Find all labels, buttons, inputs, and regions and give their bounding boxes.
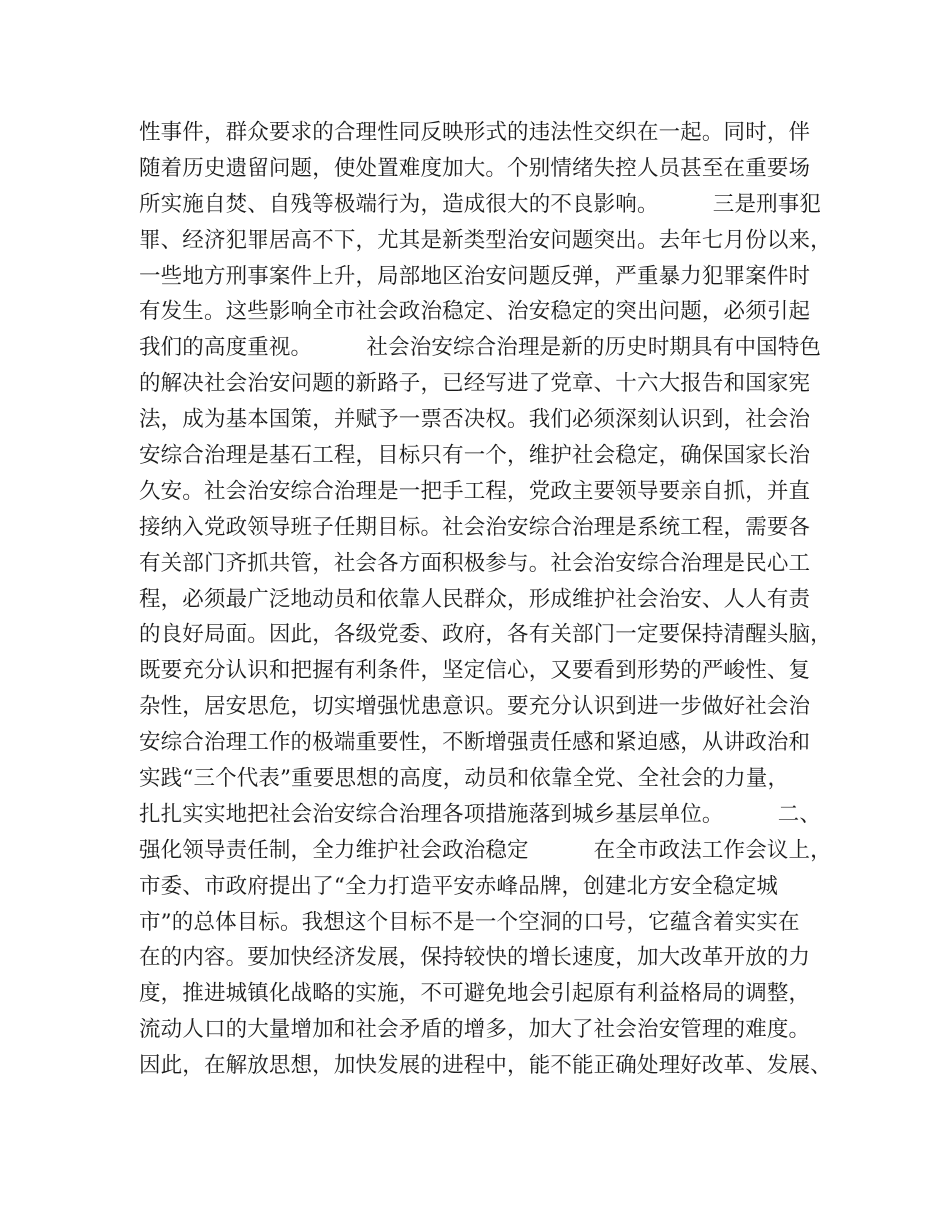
text-line: 一些地方刑事案件上升，局部地区治安问题反弹，严重暴力犯罪案件时 bbox=[139, 263, 811, 289]
text-line: 性事件，群众要求的合理性同反映形式的违法性交织在一起。同时，伴 bbox=[139, 120, 811, 145]
text-line: 随着历史遗留问题，使处置难度加大。个别情绪失控人员甚至在重要场 bbox=[139, 155, 811, 181]
text-line: 有关部门齐抓共管，社会各方面积极参与。社会治安综合治理是民心工 bbox=[139, 550, 811, 576]
text-line: 的解决社会治安问题的新路子，已经写进了党章、十六大报告和国家宪 bbox=[139, 371, 811, 397]
text-line: 所实施自焚、自残等极端行为，造成很大的不良影响。 三是刑事犯 bbox=[139, 191, 822, 217]
text-line: 因此，在解放思想，加快发展的进程中，能不能正确处理好改革、发展、 bbox=[139, 1053, 832, 1079]
text-line: 有发生。这些影响全市社会政治稳定、治安稳定的突出问题，必须引起 bbox=[139, 299, 811, 325]
text-line: 强化领导责任制，全力维护社会政治稳定 在全市政法工作会议上， bbox=[139, 837, 832, 863]
text-line: 度，推进城镇化战略的实施，不可避免地会引起原有利益格局的调整， bbox=[139, 981, 811, 1007]
text-line: 在的内容。要加快经济发展，保持较快的增长速度，加大改革开放的力 bbox=[139, 945, 811, 971]
text-line: 安综合治理是基石工程，目标只有一个，维护社会稳定，确保国家长治 bbox=[139, 443, 811, 469]
body-text bbox=[139, 115, 839, 1084]
text-line: 法，成为基本国策，并赋予一票否决权。我们必须深刻认识到，社会治 bbox=[139, 407, 811, 433]
text-line: 我们的高度重视。 社会治安综合治理是新的历史时期具有中国特色 bbox=[139, 335, 822, 361]
text-line: 程，必须最广泛地动员和依靠人民群众，形成维护社会治安、人人有责 bbox=[139, 586, 811, 612]
text-line: 杂性，居安思危，切实增强忧患意识。要充分认识到进一步做好社会治 bbox=[139, 694, 811, 720]
text-line: 流动人口的大量增加和社会矛盾的增多，加大了社会治安管理的难度。 bbox=[139, 1017, 811, 1043]
text-line: 久安。社会治安综合治理是一把手工程，党政主要领导要亲自抓，并直 bbox=[139, 478, 811, 504]
text-line: 市”的总体目标。我想这个目标不是一个空洞的口号，它蕴含着实实在 bbox=[139, 909, 800, 935]
text-line: 安综合治理工作的极端重要性，不断增强责任感和紧迫感，从讲政治和 bbox=[139, 730, 811, 756]
text-line: 既要充分认识和把握有利条件，坚定信心，又要看到形势的严峻性、复 bbox=[139, 658, 811, 684]
text-line: 市委、市政府提出了“全力打造平安赤峰品牌，创建北方安全稳定城 bbox=[139, 873, 778, 899]
text-line: 罪、经济犯罪居高不下，尤其是新类型治安问题突出。去年七月份以来， bbox=[139, 227, 832, 253]
text-line: 实践“三个代表”重要思想的高度，动员和依靠全党、全社会的力量， bbox=[139, 766, 790, 792]
text-line: 的良好局面。因此，各级党委、政府，各有关部门一定要保持清醒头脑， bbox=[139, 622, 832, 648]
text-line: 接纳入党政领导班子任期目标。社会治安综合治理是系统工程，需要各 bbox=[139, 514, 811, 540]
text-line: 扎扎实实地把社会治安综合治理各项措施落到城乡基层单位。 二、 bbox=[139, 801, 822, 827]
